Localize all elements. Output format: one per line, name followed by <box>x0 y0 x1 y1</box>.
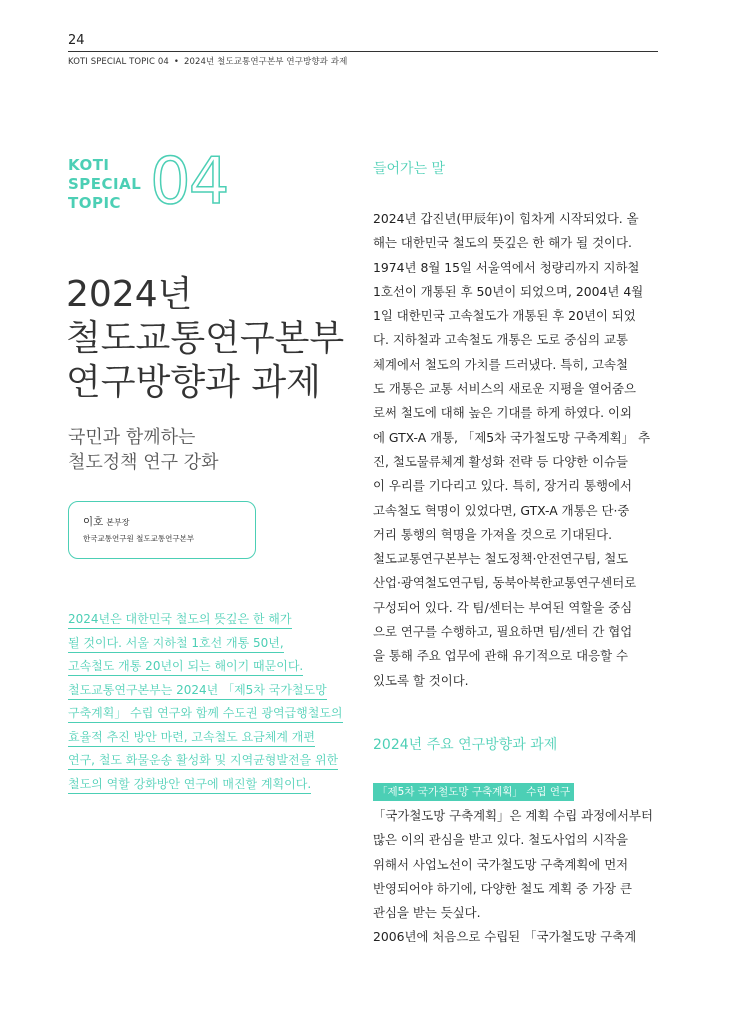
author-box <box>68 501 256 559</box>
intro-heading: 들어가는 말 <box>373 161 446 177</box>
intro-line: 1974년 8월 15일 서울역에서 청량리까지 지하철 <box>373 259 640 275</box>
subtitle-line-2: 철도정책 연구 강화 <box>68 452 219 473</box>
special-topic-badge <box>68 145 228 219</box>
summary-line: 연구, 철도 화물운송 활성화 및 지역균형발전을 위한 <box>68 753 338 770</box>
intro-line: 을 통해 주요 업무에 관해 유기적으로 대응할 수 <box>373 648 628 664</box>
title-line-1: 2024년 <box>66 274 193 315</box>
author-name: 이호 <box>83 516 104 528</box>
intro-line: 구성되어 있다. 각 팀/센터는 부여된 역할을 중심 <box>373 599 633 615</box>
summary-line: 될 것이다. 서울 지하철 1호선 개통 50년, <box>68 636 284 653</box>
main-line: 반영되어야 하기에, 다양한 철도 계획 중 가장 큰 <box>373 880 632 896</box>
summary-line: 효율적 추진 방안 마련, 고속철도 요금체계 개편 <box>68 730 315 747</box>
main-line: 관심을 받는 듯싶다. <box>373 905 481 921</box>
article-title <box>66 273 366 405</box>
summary-line: 고속철도 개통 20년이 되는 해이기 때문이다. <box>68 659 303 676</box>
running-title: 2024년 철도교통연구본부 연구방향과 과제 <box>183 57 348 67</box>
page-number: 24 <box>68 33 85 48</box>
summary-line: 구축계획」 수립 연구와 함께 수도권 광역급행철도의 <box>68 706 343 723</box>
intro-line: 으로 연구를 수행하고, 필요하면 팀/센터 간 협업 <box>373 624 633 640</box>
intro-line: 고속철도 혁명이 있었다면, GTX-A 개통은 단·중 <box>373 502 630 518</box>
article-subtitle <box>68 425 219 475</box>
running-header <box>68 55 347 67</box>
badge-line-special: SPECIAL <box>68 175 142 193</box>
intro-line: 다. 지하철과 고속철도 개통은 도로 중심의 교통 <box>373 332 628 348</box>
intro-line: 있도록 할 것이다. <box>373 672 469 688</box>
intro-line: 이 우리를 기다리고 있다. 특히, 장거리 통행에서 <box>373 478 632 494</box>
main-body <box>373 804 658 950</box>
main-line: 「국가철도망 구축계획」은 계획 수립 과정에서부터 <box>373 808 653 823</box>
intro-line: 2024년 갑진년(甲辰年)이 힘차게 시작되었다. 올 <box>373 211 639 226</box>
summary-line: 철도의 역할 강화방안 연구에 매진할 계획이다. <box>68 777 311 794</box>
main-heading: 2024년 주요 연구방향과 과제 <box>373 737 558 753</box>
title-line-2: 철도교통연구본부 <box>66 318 345 359</box>
intro-line: 진, 철도물류체계 활성화 전략 등 다양한 이슈들 <box>373 453 628 469</box>
intro-line: 체계에서 철도의 가치를 드러냈다. 특히, 고속철 <box>373 356 628 372</box>
author-org: 한국교통연구원 철도교통연구본부 <box>83 534 195 543</box>
intro-line: 에 GTX-A 개통, 「제5차 국가철도망 구축계획」 추 <box>373 429 651 445</box>
summary-block <box>68 608 348 796</box>
intro-body <box>373 207 658 693</box>
badge-line-topic: TOPIC <box>68 194 122 212</box>
series-label: KOTI SPECIAL TOPIC 04 <box>68 57 169 67</box>
author-position: 본부장 <box>106 518 130 527</box>
author-name-line <box>83 514 129 529</box>
badge-number: 04 <box>150 145 228 219</box>
intro-line: 1호선이 개통된 후 50년이 되었으며, 2004년 4월 <box>373 283 644 299</box>
subtitle-line-1: 국민과 함께하는 <box>68 427 196 448</box>
header-separator: • <box>173 57 179 67</box>
main-line: 2006년에 처음으로 수립된 「국가철도망 구축계 <box>373 929 637 945</box>
intro-line: 로써 철도에 대해 높은 기대를 하게 하였다. 이외 <box>373 405 632 421</box>
badge-line-koti: KOTI <box>68 156 110 174</box>
intro-line: 해는 대한민국 철도의 뜻깊은 한 해가 될 것이다. <box>373 235 632 251</box>
intro-line: 1일 대한민국 고속철도가 개통된 후 20년이 되었 <box>373 308 636 324</box>
main-line: 많은 이의 관심을 받고 있다. 철도사업의 시작을 <box>373 832 628 848</box>
intro-line: 도 개통은 교통 서비스의 새로운 지평을 열어줌으 <box>373 381 637 397</box>
main-line: 위해서 사업노선이 국가철도망 구축계획에 먼저 <box>373 856 629 872</box>
intro-line: 철도교통연구본부는 철도정책·안전연구팀, 철도 <box>373 551 629 567</box>
intro-line: 산업·광역철도연구팀, 동북아북한교통연구센터로 <box>373 575 637 591</box>
subheading-tag: 「제5차 국가철도망 구축계획」 수립 연구 <box>373 783 574 801</box>
summary-line: 2024년은 대한민국 철도의 뜻깊은 한 해가 <box>68 612 292 629</box>
summary-line: 철도교통연구본부는 2024년 「제5차 국가철도망 <box>68 683 327 700</box>
title-line-3: 연구방향과 과제 <box>66 362 321 403</box>
intro-line: 거리 통행의 혁명을 가져올 것으로 기대된다. <box>373 526 613 542</box>
header-rule <box>68 51 658 52</box>
